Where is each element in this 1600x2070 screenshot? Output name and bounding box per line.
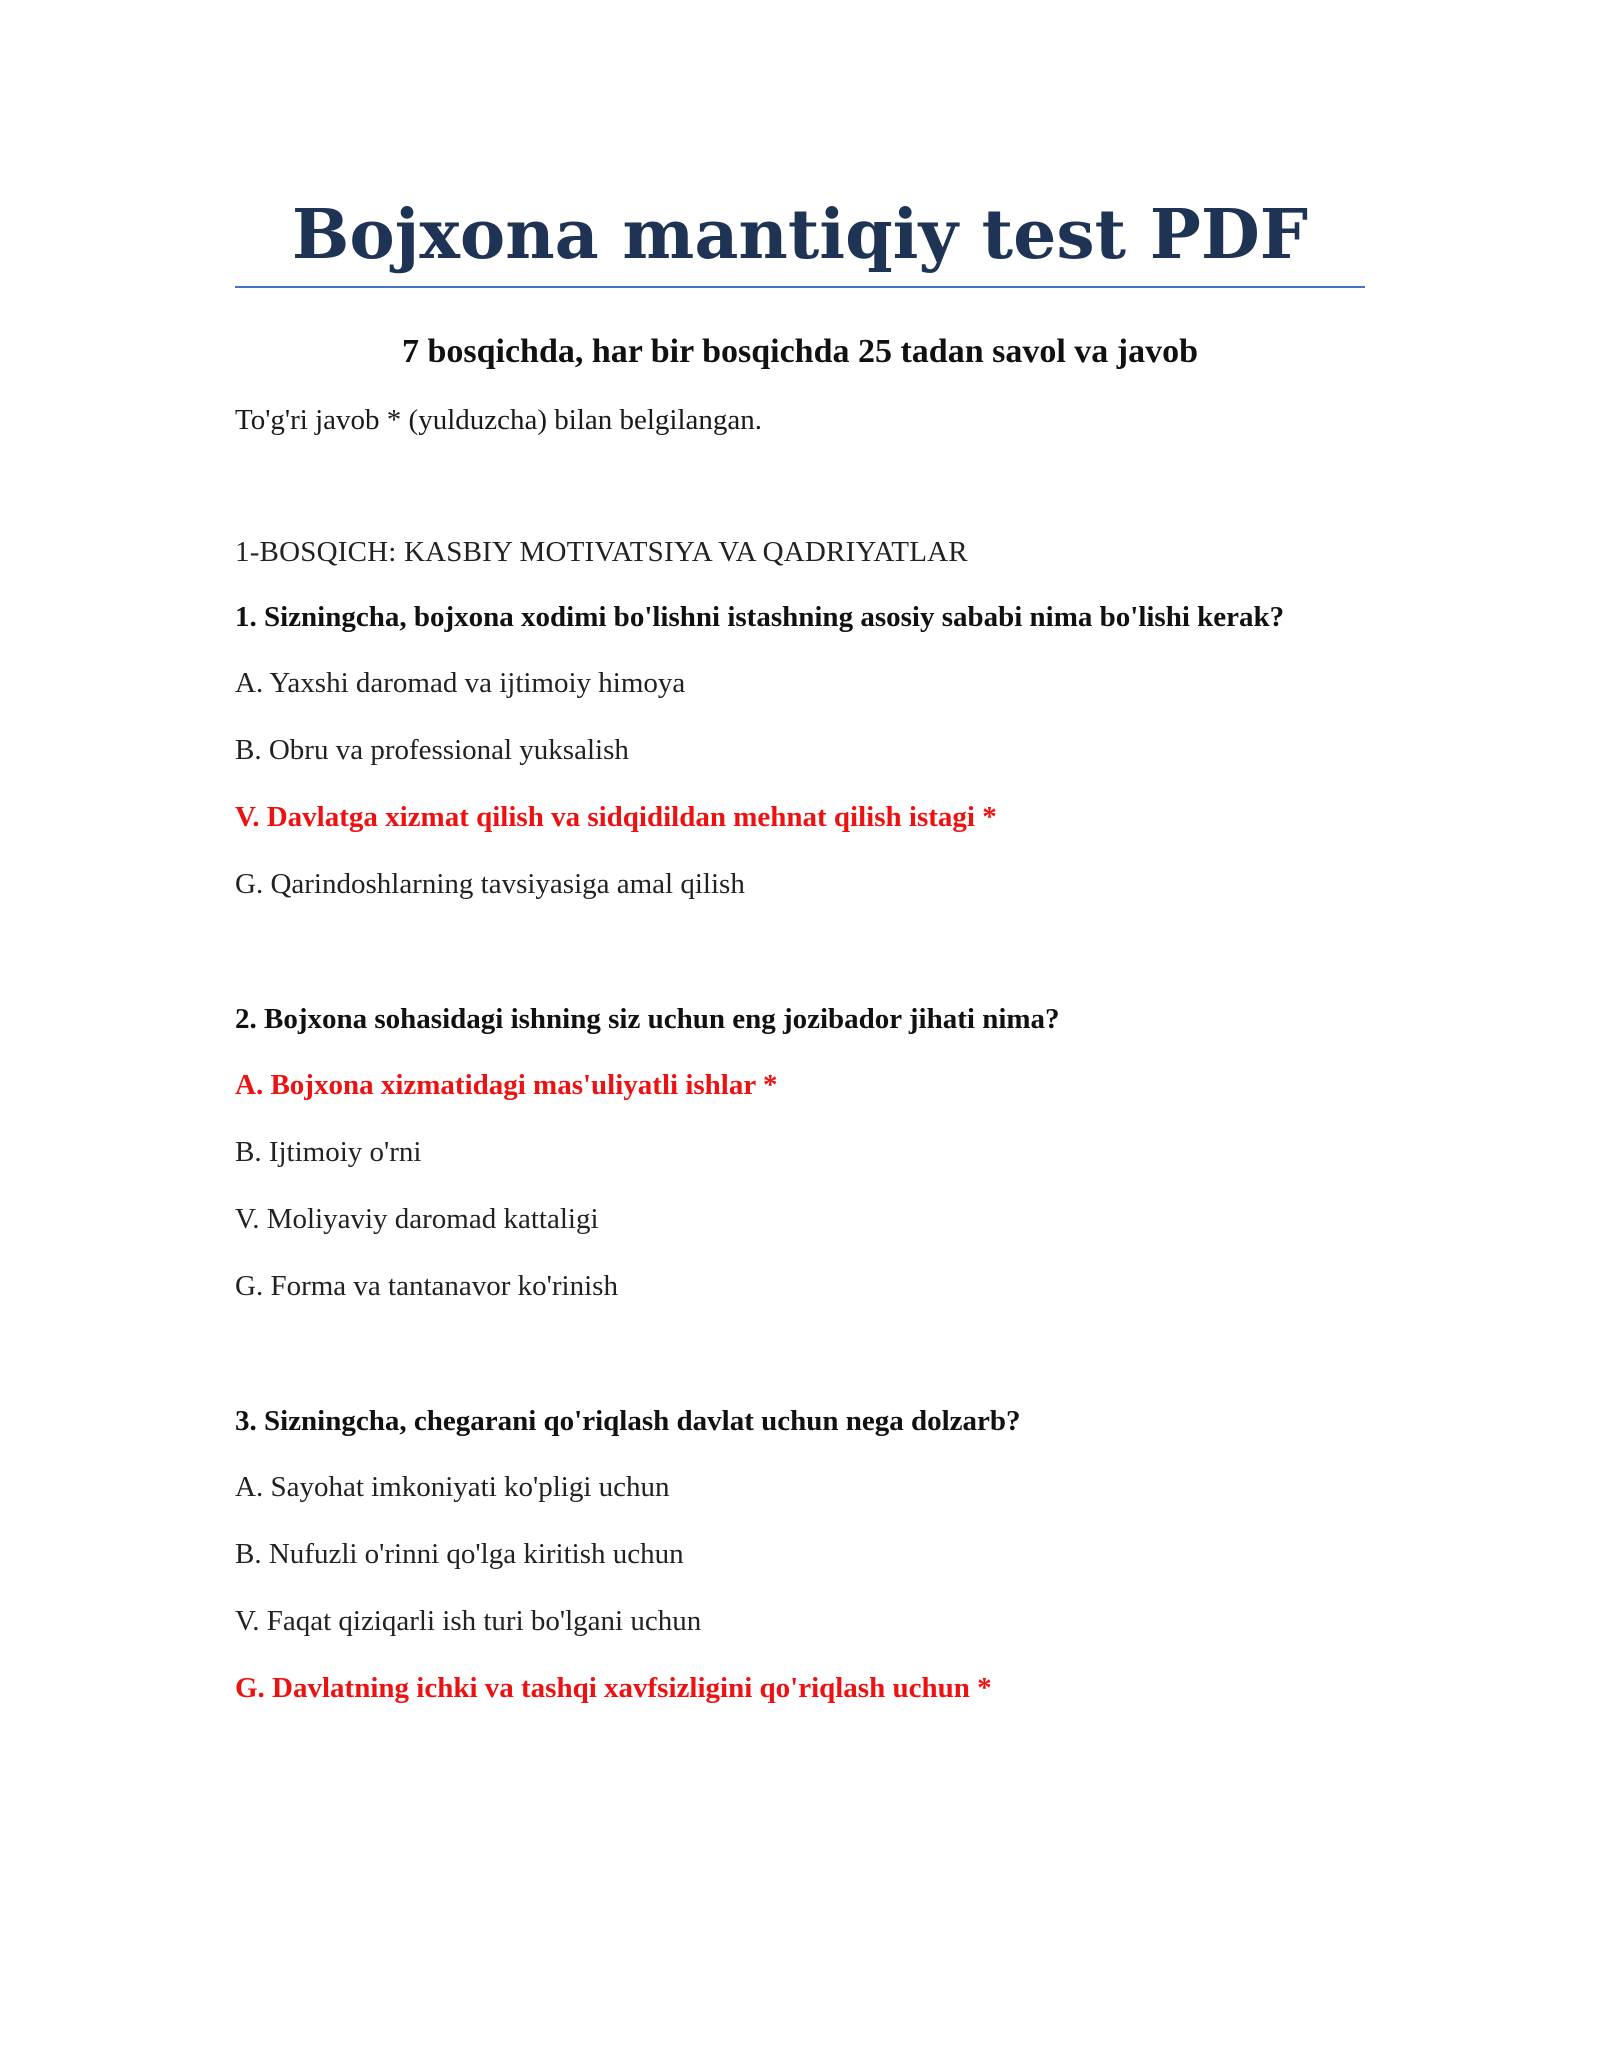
option-list <box>235 1065 1365 1306</box>
option-b: B. Nufuzli o'rinni qo'lga kiritish uchun <box>235 1538 684 1570</box>
option-g-correct: G. Davlatning ichki va tashqi xavfsizligini qo'riqlash uchun * <box>235 1672 992 1704</box>
question-text: 1. Sizningcha, bojxona xodimi bo'lishni istashning asosiy sababi nima bo'lishi kerak? <box>235 601 1285 633</box>
document-title: Bojxona mantiqiy test PDF <box>235 190 1365 288</box>
document-page <box>235 190 1365 1708</box>
stage-section <box>235 532 1365 1708</box>
option-b: B. Obru va professional yuksalish <box>235 734 629 766</box>
answer-key-note: To'g'ri javob * (yulduzcha) bilan belgilangan. <box>235 404 763 436</box>
question-text: 2. Bojxona sohasidagi ishning siz uchun eng jozibador jihati nima? <box>235 1003 1060 1035</box>
option-b: B. Ijtimoiy o'rni <box>235 1136 422 1168</box>
stage-title: 1-BOSQICH: KASBIY MOTIVATSIYA VA QADRIYATLAR <box>235 536 968 568</box>
option-a-correct: A. Bojxona xizmatidagi mas'uliyatli ishlar * <box>235 1069 778 1101</box>
option-a: A. Yaxshi daromad va ijtimoiy himoya <box>235 667 686 699</box>
option-v: V. Faqat qiziqarli ish turi bo'lgani uchun <box>235 1605 702 1637</box>
option-list <box>235 1467 1365 1708</box>
question-text: 3. Sizningcha, chegarani qo'riqlash davlat uchun nega dolzarb? <box>235 1405 1021 1437</box>
option-g: G. Forma va tantanavor ko'rinish <box>235 1270 618 1302</box>
option-a: A. Sayohat imkoniyati ko'pligi uchun <box>235 1471 670 1503</box>
option-g: G. Qarindoshlarning tavsiyasiga amal qilish <box>235 868 745 900</box>
option-v-correct: V. Davlatga xizmat qilish va sidqidildan mehnat qilish istagi * <box>235 801 997 833</box>
option-v: V. Moliyaviy daromad kattaligi <box>235 1203 599 1235</box>
question-1 <box>235 596 1365 904</box>
option-list <box>235 663 1365 904</box>
question-2 <box>235 998 1365 1306</box>
document-subtitle: 7 bosqichda, har bir bosqichda 25 tadan savol va javob <box>401 333 1199 370</box>
question-3 <box>235 1400 1365 1708</box>
